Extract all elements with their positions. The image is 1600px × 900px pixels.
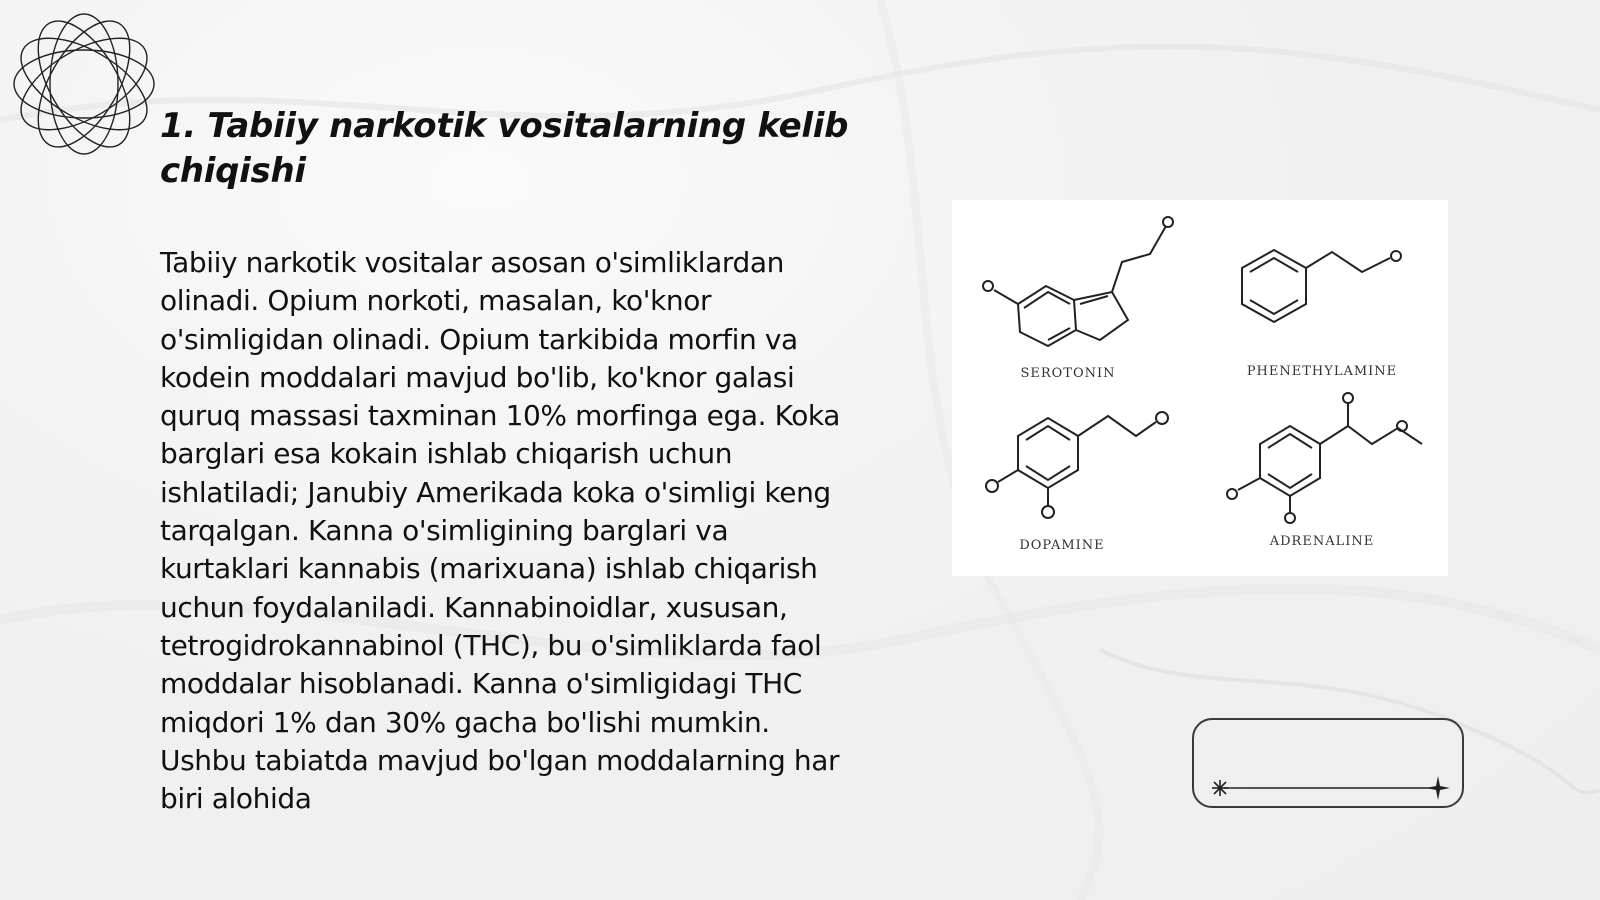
body-paragraph: Tabiiy narkotik vositalar asosan o'simliklardan olinadi. Opium norkoti, masalan, ko'knor o'simligidan olinadi. Opium tarkibida morfin va kodein moddalari mavjud bo'lib, ko'knor galasi quruq massasi taxminan 10% morfinga ega. Koka barglari esa kokain ishlab chiqarish uchun ishlatiladi; Janubiy Amerikada koka o'simligi keng tarqalgan. Kanna o'simligining barglari va kurtaklari kannabis (marixuana) ishlab chiqarish uchun foydalaniladi. Kannabinoidlar, xususan, tetrogidrokannabinol (THC), bu o'simliklarda faol moddalar hisoblanadi. Kanna o'simligidagi THC miqdori 1% dan 30% gacha bo'lishi mumkin. Ushbu tabiatda mavjud bo'lgan moddalarning har biri alohida bbox=[160, 246, 841, 816]
star-icon bbox=[1426, 776, 1450, 800]
dopamine-label: DOPAMINE bbox=[1019, 538, 1105, 553]
phenethylamine-structure bbox=[1242, 250, 1401, 322]
dopamine-structure bbox=[986, 412, 1168, 518]
decorative-slider-frame bbox=[1192, 718, 1464, 808]
molecule-structures-image bbox=[952, 200, 1448, 576]
adrenaline-structure bbox=[1227, 393, 1422, 523]
adrenaline-label: ADRENALINE bbox=[1269, 534, 1375, 549]
phenethylamine-label: PHENETHYLAMINE bbox=[1246, 364, 1398, 379]
serotonin-structure bbox=[983, 217, 1173, 346]
serotonin-label: SEROTONIN bbox=[1020, 366, 1116, 381]
slide-title: 1. Tabiiy narkotik vositalarning kelib chiqishi bbox=[160, 106, 849, 191]
orbit-rings-icon bbox=[10, 10, 158, 158]
